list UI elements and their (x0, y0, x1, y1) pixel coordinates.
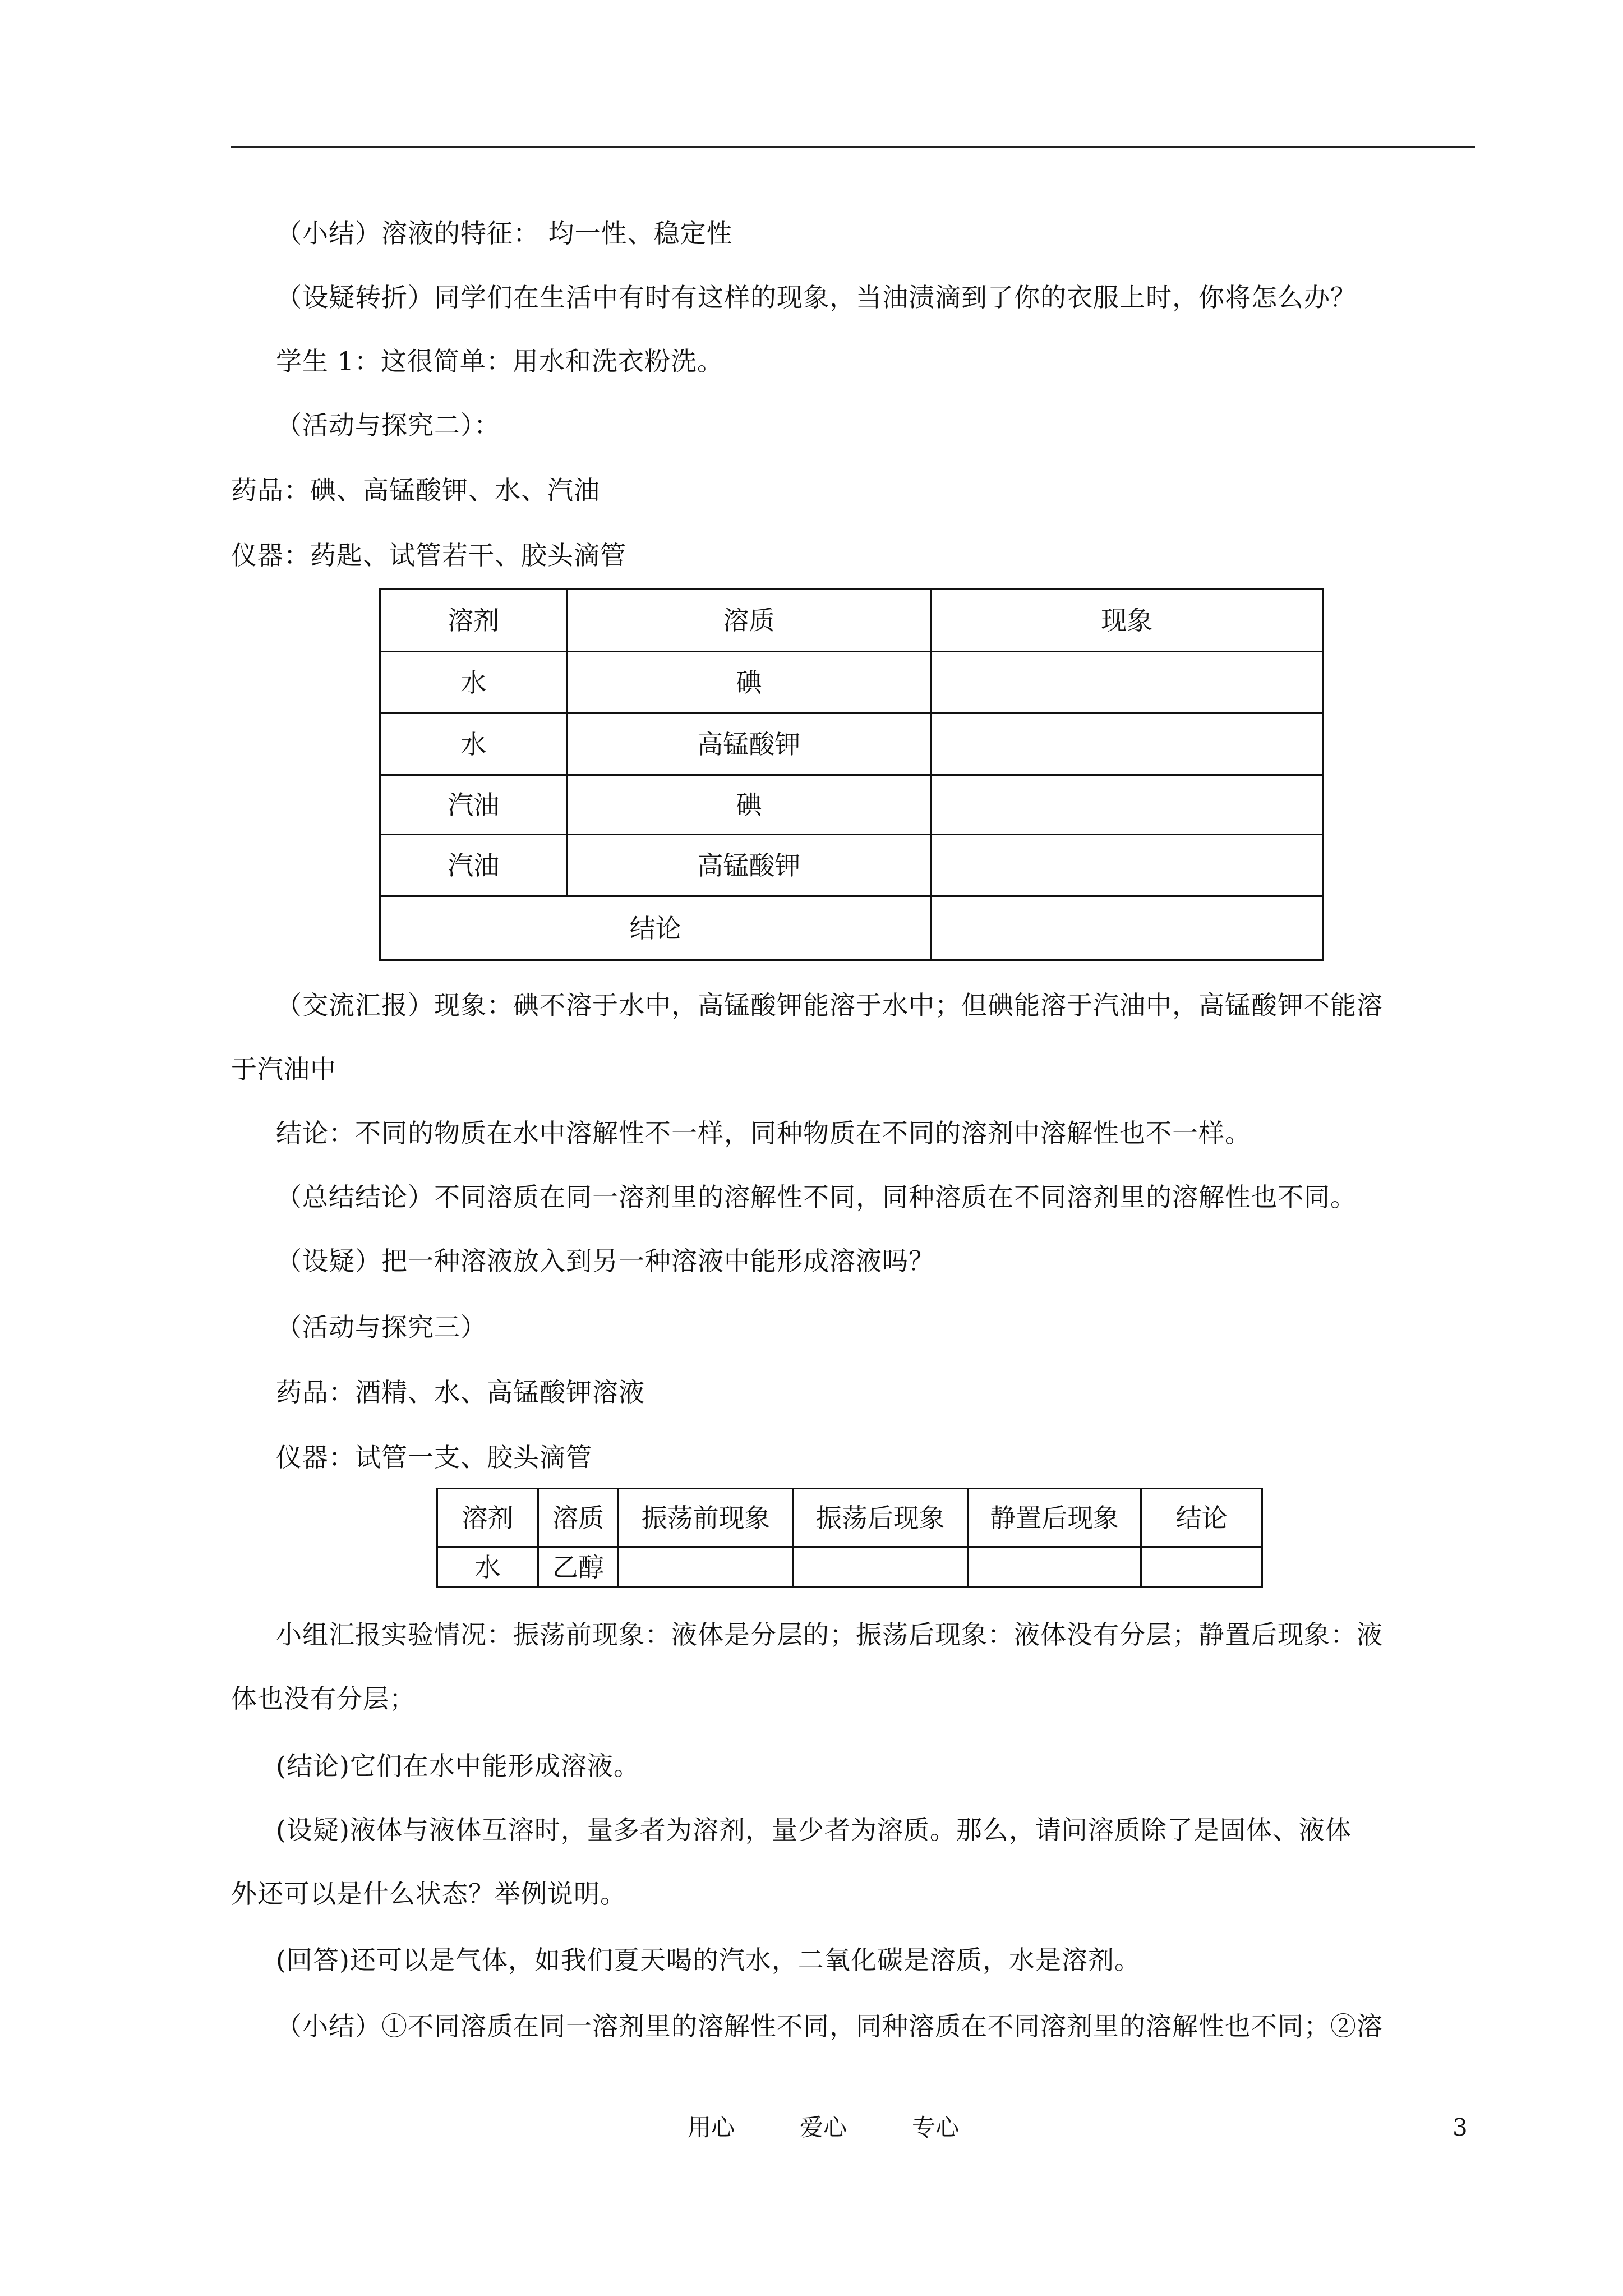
table-cell: 水 (437, 1547, 538, 1588)
table-row (380, 652, 1323, 714)
table-cell: 汽油 (380, 775, 567, 835)
table-cell (619, 1547, 793, 1588)
activity-three-heading: （活动与探究三） (276, 1312, 487, 1342)
table-cell (931, 775, 1323, 835)
answer-paragraph: (回答)还可以是气体，如我们夏天喝的汽水，二氧化碳是溶质，水是溶剂。 (276, 1945, 1141, 1975)
header-cell: 振荡后现象 (793, 1489, 967, 1547)
summary-paragraph-2: （小结）①不同溶质在同一溶剂里的溶解性不同，同种溶质在不同溶剂里的溶解性也不同；②溶 (276, 2011, 1383, 2041)
table-cell (931, 835, 1323, 896)
table-cell (1141, 1547, 1262, 1588)
header-cell: 静置后现象 (968, 1489, 1141, 1547)
header-cell-solvent: 溶剂 (380, 589, 567, 652)
table-cell (968, 1547, 1141, 1588)
table-cell (931, 714, 1323, 775)
header-rule (231, 146, 1475, 148)
report-paragraph-line-2: 于汽油中 (231, 1054, 336, 1084)
activity-two-heading: （活动与探究二）： (276, 410, 500, 440)
question-paragraph-2: （设疑）把一种溶液放入到另一种溶液中能形成溶液吗？ (276, 1246, 935, 1276)
conclusion-label-cell: 结论 (380, 896, 931, 960)
table-row (380, 714, 1323, 775)
question-paragraph: （设疑转折）同学们在生活中有时有这样的现象，当油渍滴到了你的衣服上时，你将怎么办？ (276, 282, 1357, 312)
header-cell: 结论 (1141, 1489, 1262, 1547)
solubility-table (379, 588, 1324, 961)
table-cell: 乙醇 (538, 1547, 619, 1588)
footer-word-1: 用心 (688, 2114, 735, 2141)
header-cell: 溶质 (538, 1489, 619, 1547)
reagents-line-2: 药品：酒精、水、高锰酸钾溶液 (276, 1377, 645, 1407)
table-header-row (437, 1489, 1262, 1547)
instruments-line-2: 仪器：试管一支、胶头滴管 (276, 1442, 592, 1473)
table-cell: 碘 (567, 775, 931, 835)
table-row (380, 835, 1323, 896)
page-number: 3 (1453, 2114, 1468, 2141)
footer-word-2: 爱心 (800, 2114, 847, 2141)
conclusion-value-cell (931, 896, 1323, 960)
table-row (380, 775, 1323, 835)
table-cell: 碘 (567, 652, 931, 714)
group-report-line-2: 体也没有分层； (231, 1683, 416, 1714)
table-cell (931, 652, 1323, 714)
summary-conclusion-paragraph: （总结结论）不同溶质在同一溶剂里的溶解性不同，同种溶质在不同溶剂里的溶解性也不同。 (276, 1182, 1357, 1212)
question-paragraph-3-line-2: 外还可以是什么状态？举例说明。 (231, 1879, 626, 1909)
student-answer: 学生 1：这很简单：用水和洗衣粉洗。 (276, 346, 723, 376)
table-conclusion-row (380, 896, 1323, 960)
footer-word-3: 专心 (912, 2114, 960, 2141)
table-cell: 水 (380, 652, 567, 714)
header-cell: 溶剂 (437, 1489, 538, 1547)
table-cell: 高锰酸钾 (567, 835, 931, 896)
conclusion-paragraph: 结论：不同的物质在水中溶解性不一样，同种物质在不同的溶剂中溶解性也不一样。 (276, 1118, 1251, 1148)
table-cell: 高锰酸钾 (567, 714, 931, 775)
table-cell: 水 (380, 714, 567, 775)
table-row (437, 1547, 1262, 1588)
question-paragraph-3-line-1: (设疑)液体与液体互溶时，量多者为溶剂，量少者为溶质。那么，请问溶质除了是固体、液体 (276, 1815, 1352, 1845)
table-cell (793, 1547, 967, 1588)
table-header-row (380, 589, 1323, 652)
conclusion-paragraph-2: (结论)它们在水中能形成溶液。 (276, 1751, 640, 1781)
group-report-line-1: 小组汇报实验情况：振荡前现象：液体是分层的；振荡后现象：液体没有分层；静置后现象：液 (276, 1619, 1383, 1650)
reagents-line-1: 药品：碘、高锰酸钾、水、汽油 (231, 475, 600, 505)
table-cell: 汽油 (380, 835, 567, 896)
summary-paragraph-1: （小结）溶液的特征： 均一性、稳定性 (276, 218, 733, 249)
report-paragraph-line-1: （交流汇报）现象：碘不溶于水中，高锰酸钾能溶于水中；但碘能溶于汽油中，高锰酸钾不能溶 (276, 990, 1383, 1020)
miscibility-table (436, 1488, 1263, 1588)
header-cell-phenomenon: 现象 (931, 589, 1323, 652)
header-cell-solute: 溶质 (567, 589, 931, 652)
instruments-line-1: 仪器：药匙、试管若干、胶头滴管 (231, 540, 626, 570)
header-cell: 振荡前现象 (619, 1489, 793, 1547)
